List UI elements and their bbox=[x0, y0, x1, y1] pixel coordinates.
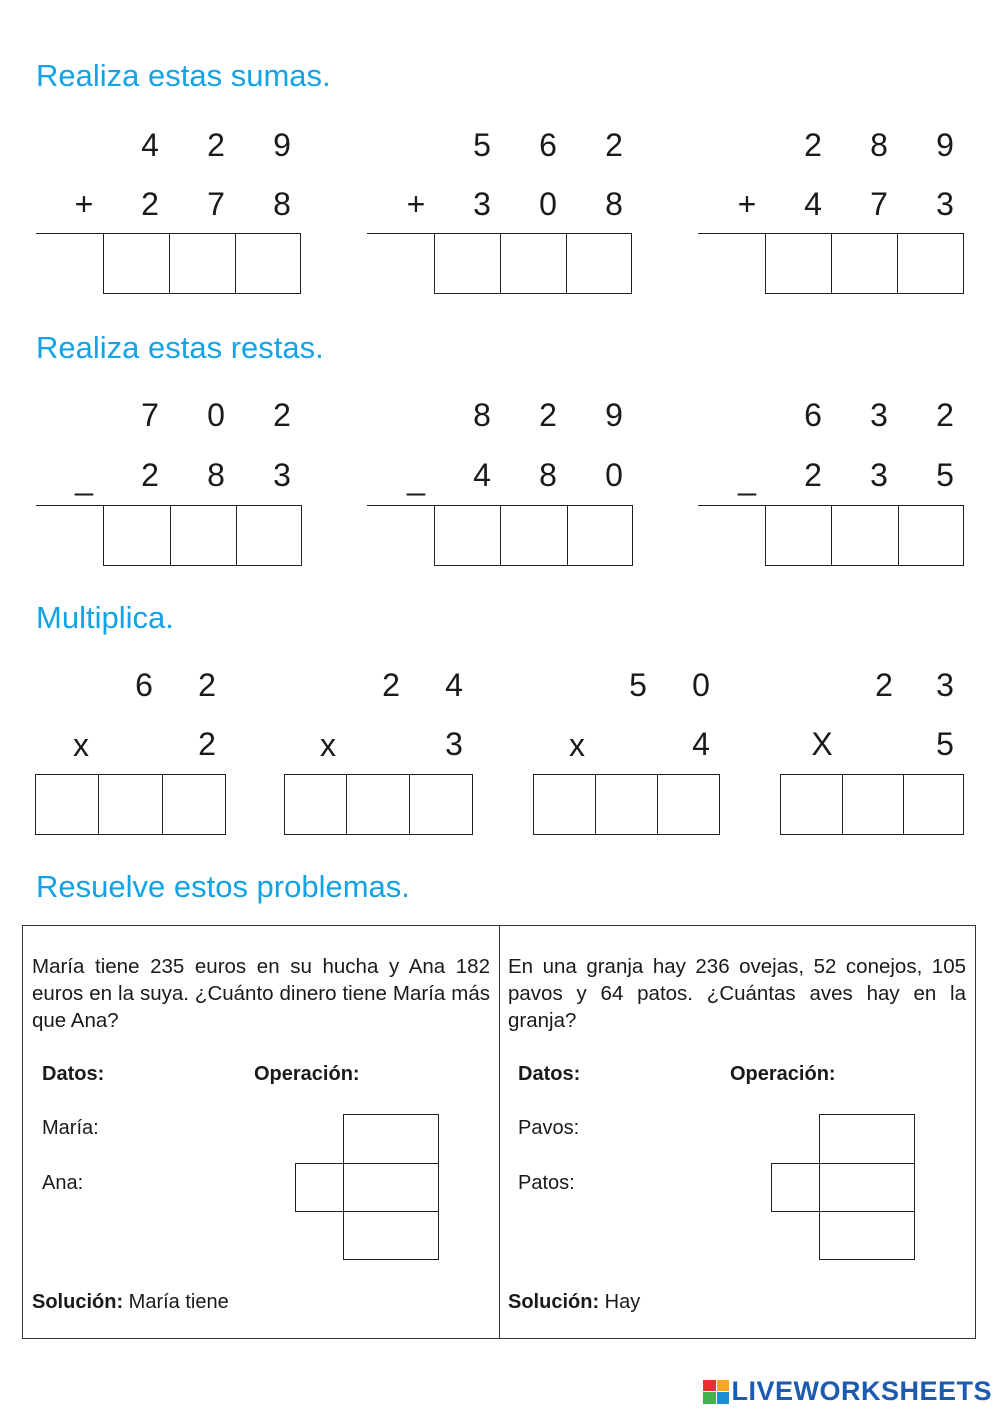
sum3-top-digit: 2 bbox=[804, 127, 822, 163]
mult1-bottom-digit: 2 bbox=[198, 726, 216, 762]
problems-divider bbox=[499, 925, 500, 1339]
problem2-solution-text: Hay bbox=[604, 1291, 641, 1313]
problem1-operacion-label: Operación: bbox=[254, 1063, 360, 1085]
sub2-bottom-digit: 0 bbox=[605, 457, 623, 493]
sub2-result-line bbox=[367, 505, 435, 506]
mult1-answer-box[interactable] bbox=[162, 774, 226, 835]
sum1-top-digit: 2 bbox=[207, 127, 225, 163]
mult1-answer-box[interactable] bbox=[98, 774, 163, 835]
problem1-operation-sign-box[interactable] bbox=[295, 1163, 344, 1212]
mult2-operator: x bbox=[320, 727, 336, 763]
sub1-answer-box[interactable] bbox=[236, 505, 302, 566]
problem1-data-ana-label: Ana: bbox=[42, 1172, 84, 1194]
problem2-operation-box-result[interactable] bbox=[819, 1211, 915, 1260]
mult2-top-digit: 2 bbox=[382, 667, 400, 703]
sub2-bottom-digit: 4 bbox=[473, 457, 491, 493]
mult1-answer-box[interactable] bbox=[35, 774, 99, 835]
mult1-top-digit: 6 bbox=[135, 667, 153, 703]
sub1-top-digit: 0 bbox=[207, 397, 225, 433]
mult4-operator: X bbox=[811, 726, 833, 762]
sum2-top-digit: 5 bbox=[473, 127, 491, 163]
problem1-solution-label: Solución: bbox=[32, 1291, 124, 1313]
problem1-statement: María tiene 235 euros en su hucha y Ana 182 euros en la suya. ¿Cuánto dinero tiene María más que Ana? bbox=[32, 955, 490, 1032]
problem1-operation-box-result[interactable] bbox=[343, 1211, 439, 1260]
mult3-answer-box[interactable] bbox=[595, 774, 658, 835]
sub1-bottom-digit: 3 bbox=[273, 457, 291, 493]
mult2-answer-box[interactable] bbox=[346, 774, 410, 835]
mult1-top-digit: 2 bbox=[198, 667, 216, 703]
sub1-top-digit: 7 bbox=[141, 397, 159, 433]
sum3-top-digit: 9 bbox=[936, 127, 954, 163]
sum2-bottom-digit: 8 bbox=[605, 186, 623, 222]
sub3-bottom-digit: 3 bbox=[870, 457, 888, 493]
sub3-top-digit: 2 bbox=[936, 397, 954, 433]
sum3-answer-box[interactable] bbox=[831, 233, 898, 294]
sum1-answer-box[interactable] bbox=[169, 233, 236, 294]
liveworksheets-logo bbox=[703, 1376, 992, 1407]
sub2-operator: _ bbox=[407, 460, 425, 496]
mult4-answer-box[interactable] bbox=[780, 774, 843, 835]
sub2-answer-box[interactable] bbox=[500, 505, 568, 566]
problem1-datos-label: Datos: bbox=[42, 1063, 105, 1085]
mult4-answer-box[interactable] bbox=[903, 774, 964, 835]
sum3-answer-box[interactable] bbox=[897, 233, 964, 294]
mult4-answer-box[interactable] bbox=[842, 774, 904, 835]
mult2-top-digit: 4 bbox=[445, 667, 463, 703]
problem2-operation-sign-box[interactable] bbox=[771, 1163, 820, 1212]
problem2-data-pavos-label: Pavos: bbox=[518, 1117, 580, 1139]
sum2-top-digit: 6 bbox=[539, 127, 557, 163]
problem2-operation-box-top[interactable] bbox=[819, 1114, 915, 1164]
sum3-operator: + bbox=[737, 186, 757, 222]
sum2-bottom-digit: 3 bbox=[473, 186, 491, 222]
heading-problems: Resuelve estos problemas. bbox=[36, 869, 410, 904]
sum2-operator: + bbox=[406, 186, 426, 222]
sum1-bottom-digit: 7 bbox=[207, 186, 225, 222]
sub2-top-digit: 9 bbox=[605, 397, 623, 433]
liveworksheets-logo-text: LIVEWORKSHEETS bbox=[731, 1376, 992, 1406]
sub1-result-line bbox=[36, 505, 104, 506]
sum1-bottom-digit: 8 bbox=[273, 186, 291, 222]
sub2-top-digit: 8 bbox=[473, 397, 491, 433]
heading-multiplication: Multiplica. bbox=[36, 600, 174, 635]
sub3-answer-box[interactable] bbox=[898, 505, 964, 566]
sub2-top-digit: 2 bbox=[539, 397, 557, 433]
sub2-bottom-digit: 8 bbox=[539, 457, 557, 493]
sum2-result-line bbox=[367, 233, 435, 234]
problem2-solution-label: Solución: bbox=[508, 1291, 600, 1313]
mult2-answer-box[interactable] bbox=[284, 774, 347, 835]
sub1-operator: _ bbox=[75, 460, 93, 496]
mult2-bottom-digit: 3 bbox=[445, 726, 463, 762]
sum3-result-line bbox=[698, 233, 766, 234]
sub2-answer-box[interactable] bbox=[434, 505, 501, 566]
problem2-data-patos-label: Patos: bbox=[518, 1172, 575, 1194]
mult1-operator: x bbox=[73, 727, 89, 763]
sub1-bottom-digit: 2 bbox=[141, 457, 159, 493]
sum3-bottom-digit: 4 bbox=[804, 186, 822, 222]
sum1-bottom-digit: 2 bbox=[141, 186, 159, 222]
problem2-operation-box-middle[interactable] bbox=[819, 1163, 915, 1212]
problem1-solution-text: María tiene bbox=[128, 1291, 229, 1313]
mult3-answer-box[interactable] bbox=[657, 774, 720, 835]
mult4-top-digit: 2 bbox=[875, 667, 893, 703]
mult2-answer-box[interactable] bbox=[409, 774, 473, 835]
mult3-operator: x bbox=[569, 727, 585, 763]
sub3-top-digit: 6 bbox=[804, 397, 822, 433]
sub3-result-line bbox=[698, 505, 766, 506]
sum2-answer-box[interactable] bbox=[500, 233, 567, 294]
mult3-bottom-digit: 4 bbox=[692, 726, 710, 762]
sum2-answer-box[interactable] bbox=[434, 233, 501, 294]
sub3-answer-box[interactable] bbox=[831, 505, 899, 566]
sum3-answer-box[interactable] bbox=[765, 233, 832, 294]
problem1-operation-box-middle[interactable] bbox=[343, 1163, 439, 1212]
problem2-datos-label: Datos: bbox=[518, 1063, 581, 1085]
sum1-top-digit: 9 bbox=[273, 127, 291, 163]
sum2-top-digit: 2 bbox=[605, 127, 623, 163]
sub3-top-digit: 3 bbox=[870, 397, 888, 433]
sum1-operator: + bbox=[74, 186, 94, 222]
sub3-bottom-digit: 5 bbox=[936, 457, 954, 493]
problem2-operacion-label: Operación: bbox=[730, 1063, 836, 1085]
sub1-answer-box[interactable] bbox=[103, 505, 171, 566]
sub3-answer-box[interactable] bbox=[765, 505, 832, 566]
liveworksheets-logo-icon bbox=[703, 1380, 729, 1404]
mult4-bottom-digit: 5 bbox=[936, 726, 954, 762]
sum1-answer-box[interactable] bbox=[235, 233, 301, 294]
sum3-bottom-digit: 7 bbox=[870, 186, 888, 222]
sum1-top-digit: 4 bbox=[141, 127, 159, 163]
sum3-top-digit: 8 bbox=[870, 127, 888, 163]
sub1-top-digit: 2 bbox=[273, 397, 291, 433]
mult4-top-digit: 3 bbox=[936, 667, 954, 703]
sum1-answer-box[interactable] bbox=[103, 233, 170, 294]
sum2-bottom-digit: 0 bbox=[539, 186, 557, 222]
sub1-bottom-digit: 8 bbox=[207, 457, 225, 493]
sub1-answer-box[interactable] bbox=[170, 505, 237, 566]
problem1-operation-box-top[interactable] bbox=[343, 1114, 439, 1164]
problem2-statement: En una granja hay 236 ovejas, 52 conejos, 105 pavos y 64 patos. ¿Cuántas aves hay en la granja? bbox=[508, 955, 966, 1032]
heading-subtractions: Realiza estas restas. bbox=[36, 330, 324, 365]
heading-sums: Realiza estas sumas. bbox=[36, 58, 331, 93]
sub2-answer-box[interactable] bbox=[567, 505, 633, 566]
mult3-answer-box[interactable] bbox=[533, 774, 596, 835]
mult3-top-digit: 5 bbox=[629, 667, 647, 703]
sum3-bottom-digit: 3 bbox=[936, 186, 954, 222]
mult3-top-digit: 0 bbox=[692, 667, 710, 703]
sub3-operator: _ bbox=[738, 460, 756, 496]
sub3-bottom-digit: 2 bbox=[804, 457, 822, 493]
problem1-data-maria-label: María: bbox=[42, 1117, 99, 1139]
problem1-solution bbox=[32, 1291, 229, 1314]
sum2-answer-box[interactable] bbox=[566, 233, 632, 294]
problem2-solution bbox=[508, 1291, 640, 1314]
sum1-result-line bbox=[36, 233, 104, 234]
